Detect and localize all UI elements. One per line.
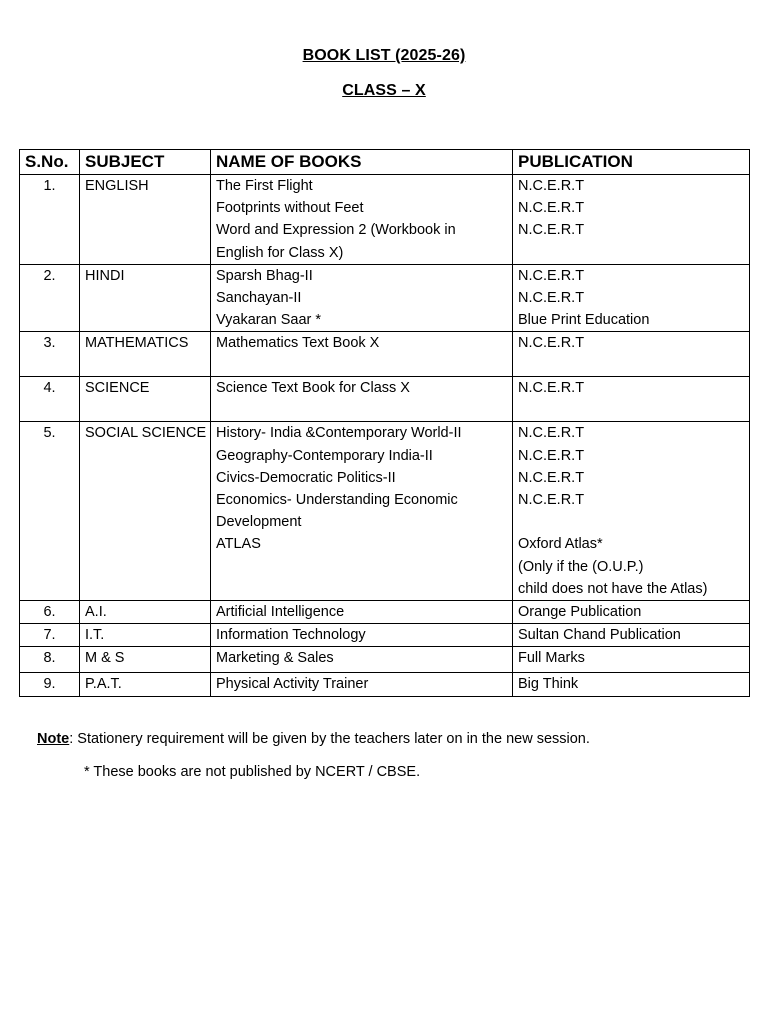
book-title: Vyakaran Saar * (216, 312, 322, 329)
book-title: Sparsh Bhag-II (216, 267, 313, 284)
row-subject: P.A.T. (80, 673, 211, 696)
row-subject: HINDI (80, 264, 211, 332)
class-label: CLASS – X (342, 82, 426, 99)
publication: N.C.E.R.T (518, 425, 585, 442)
book-title: Development (216, 514, 302, 531)
row-sno: 3. (20, 332, 80, 377)
publication: child does not have the Atlas) (518, 580, 708, 597)
row-books (211, 624, 513, 647)
stationery-note (37, 731, 590, 747)
book-title: Civics-Democratic Politics-II (216, 469, 396, 486)
table-row (20, 601, 750, 624)
publication: N.C.E.R.T (518, 200, 585, 217)
row-publications (513, 377, 750, 422)
table-row (20, 422, 750, 601)
row-publications (513, 264, 750, 332)
ncert-disclaimer: * These books are not published by NCERT / CBSE. (84, 764, 421, 780)
table-row (20, 624, 750, 647)
publication: Blue Print Education (518, 312, 650, 329)
publication-spacer (518, 511, 744, 533)
row-subject: I.T. (80, 624, 211, 647)
row-publications (513, 647, 750, 673)
table-row (20, 175, 750, 265)
publication: N.C.E.R.T (518, 447, 585, 464)
row-books (211, 673, 513, 696)
row-publications (513, 332, 750, 377)
row-sno: 9. (20, 673, 80, 696)
book-title: Artificial Intelligence (216, 604, 345, 621)
row-publications (513, 175, 750, 265)
row-sno: 6. (20, 601, 80, 624)
column-header-subject: SUBJECT (80, 150, 211, 175)
publication: Big Think (518, 676, 579, 693)
book-title: English for Class X) (216, 244, 344, 261)
row-sno: 4. (20, 377, 80, 422)
row-sno: 8. (20, 647, 80, 673)
book-title: The First Flight (216, 178, 313, 194)
row-subject: A.I. (80, 601, 211, 624)
row-books (211, 601, 513, 624)
row-subject: M & S (80, 647, 211, 673)
row-subject: SOCIAL SCIENCE (80, 422, 211, 601)
table-row (20, 647, 750, 673)
page-title: BOOK LIST (2025-26) (302, 47, 466, 64)
book-list-table (19, 149, 750, 697)
row-sno: 1. (20, 175, 80, 265)
row-publications (513, 422, 750, 601)
publication: N.C.E.R.T (518, 290, 585, 307)
row-publications (513, 601, 750, 624)
row-books (211, 377, 513, 422)
row-subject: ENGLISH (80, 175, 211, 265)
row-publications (513, 673, 750, 696)
publication: N.C.E.R.T (518, 380, 585, 397)
book-title: Geography-Contemporary India-II (216, 447, 433, 464)
row-books (211, 175, 513, 265)
book-title: Science Text Book for Class X (216, 380, 410, 397)
publication: N.C.E.R.T (518, 222, 585, 239)
book-title: Physical Activity Trainer (216, 676, 369, 693)
row-sno: 7. (20, 624, 80, 647)
row-subject: SCIENCE (80, 377, 211, 422)
note-label: Note (37, 731, 70, 747)
publication: Oxford Atlas* (518, 536, 603, 553)
row-books (211, 422, 513, 601)
book-title: Marketing & Sales (216, 650, 334, 667)
table-row (20, 673, 750, 696)
book-title: Mathematics Text Book X (216, 335, 380, 352)
row-books (211, 264, 513, 332)
row-subject: MATHEMATICS (80, 332, 211, 377)
publication: N.C.E.R.T (518, 492, 585, 509)
row-sno: 2. (20, 264, 80, 332)
note-text: : Stationery requirement will be given by the teachers later on in the new session. (69, 731, 590, 747)
column-header-sno: S.No. (20, 150, 80, 175)
book-title: Footprints without Feet (216, 200, 364, 217)
row-books (211, 647, 513, 673)
book-title: Word and Expression 2 (Workbook in (216, 222, 456, 239)
publication: Full Marks (518, 650, 585, 667)
publication: N.C.E.R.T (518, 469, 585, 486)
book-title: History- India &Contemporary World-II (216, 425, 462, 442)
book-title: Economics- Understanding Economic (216, 492, 458, 509)
book-title: Sanchayan-II (216, 290, 302, 307)
book-title: Information Technology (216, 627, 366, 644)
column-header-books: NAME OF BOOKS (211, 150, 513, 175)
publication: N.C.E.R.T (518, 335, 585, 352)
publication: Sultan Chand Publication (518, 627, 681, 644)
table-row (20, 332, 750, 377)
table-header-row (20, 150, 750, 175)
column-header-publication: PUBLICATION (513, 150, 750, 175)
publication: N.C.E.R.T (518, 267, 585, 284)
row-publications (513, 624, 750, 647)
publication: (Only if the (O.U.P.) (518, 558, 644, 575)
book-title: ATLAS (216, 536, 261, 553)
table-row (20, 264, 750, 332)
row-books (211, 332, 513, 377)
row-sno: 5. (20, 422, 80, 601)
publication: Orange Publication (518, 604, 642, 621)
publication: N.C.E.R.T (518, 178, 585, 194)
table-row (20, 377, 750, 422)
